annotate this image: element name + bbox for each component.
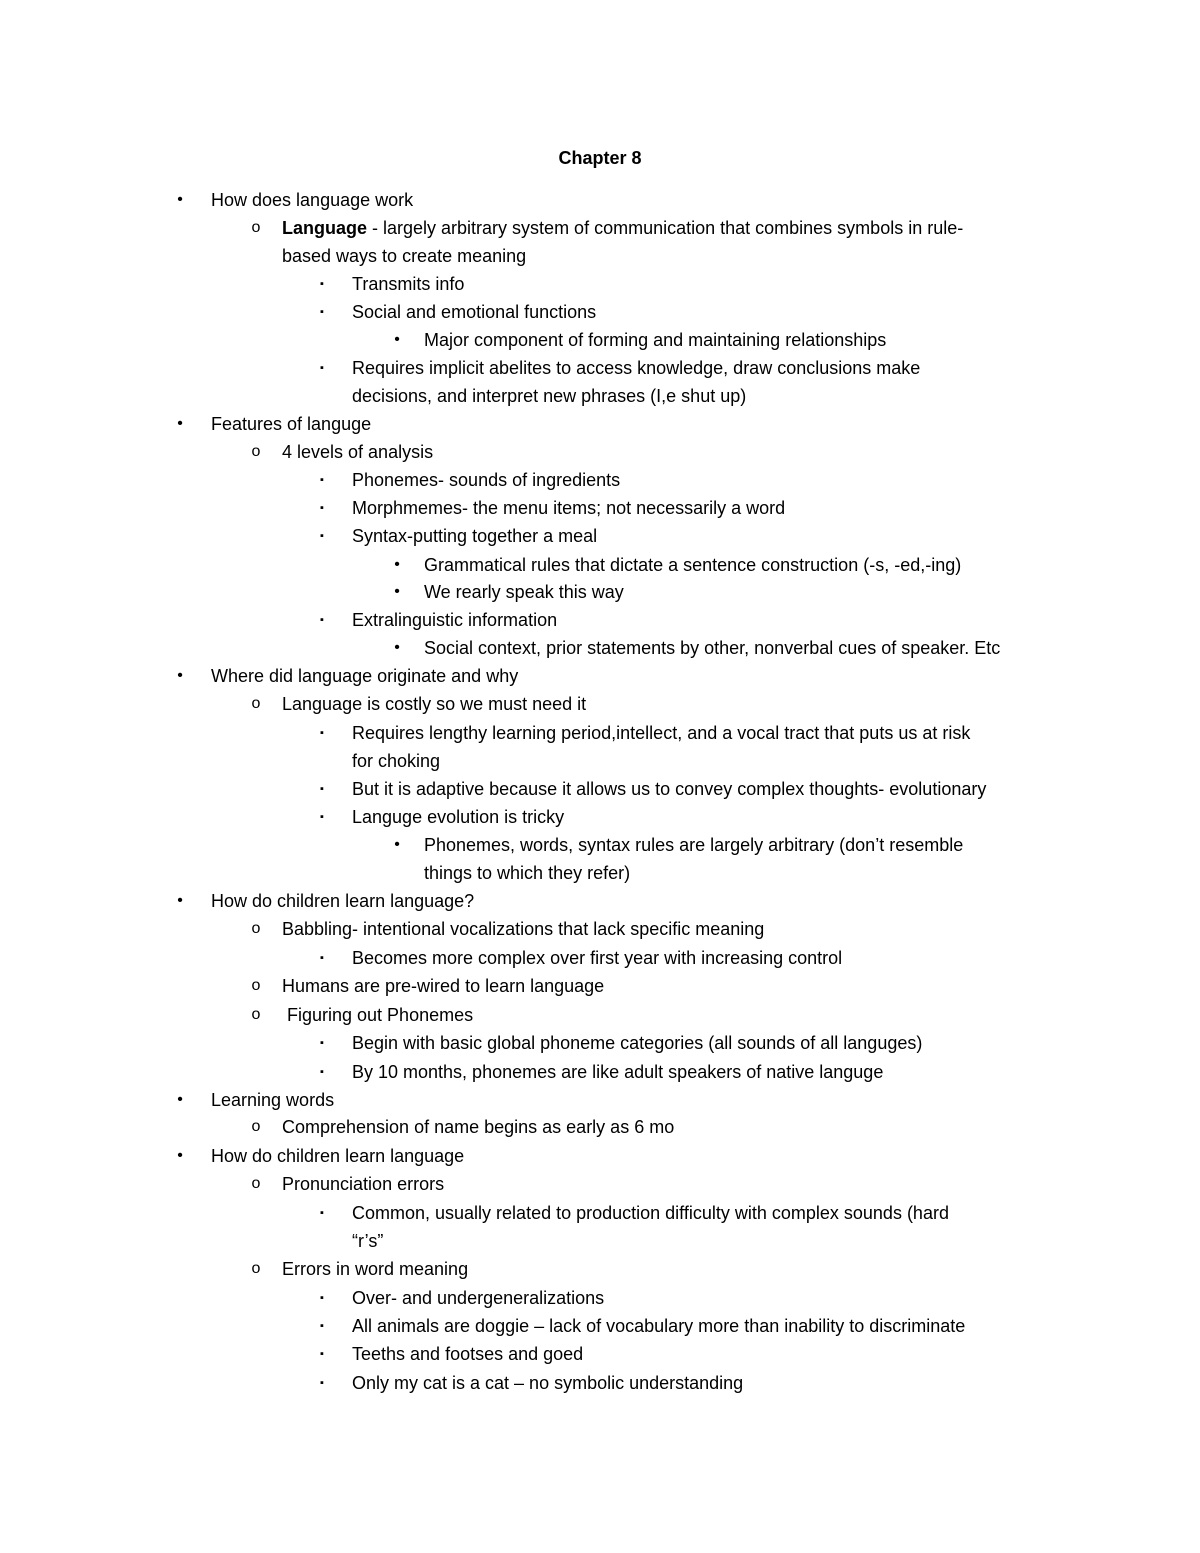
list-item-level1: How do children learn language xyxy=(211,1146,465,1166)
bullet-marker: o xyxy=(251,1118,261,1135)
bullet-marker: ▪ xyxy=(320,1066,324,1078)
list-item-level3: But it is adaptive because it allows us to convey complex thoughts- evolutionary xyxy=(352,779,987,799)
list-item-level4: Major component of forming and maintaining relationships xyxy=(424,330,887,350)
list-item-level2: Pronunciation errors xyxy=(282,1174,445,1194)
bullet-marker: • xyxy=(394,639,400,656)
bullet-marker: ▪ xyxy=(320,278,324,290)
bullet-marker: • xyxy=(177,415,183,432)
bullet-marker: o xyxy=(251,443,261,460)
bullet-marker: ▪ xyxy=(320,952,324,964)
list-item-level3: Extralinguistic information xyxy=(352,610,558,630)
bullet-marker: o xyxy=(251,1260,261,1277)
bullet-marker: o xyxy=(251,977,261,994)
list-item-level4: Social context, prior statements by other, nonverbal cues of speaker. Etc xyxy=(424,638,1001,658)
list-item-continuation: for choking xyxy=(352,751,441,771)
list-item-level3: Languge evolution is tricky xyxy=(352,807,565,827)
list-item-level3: Phonemes- sounds of ingredients xyxy=(352,470,621,490)
list-item-level2 xyxy=(282,214,963,242)
list-item-continuation: decisions, and interpret new phrases (I,e shut up) xyxy=(352,386,747,406)
bullet-marker: ▪ xyxy=(320,306,324,318)
list-item-level3: Only my cat is a cat – no symbolic understanding xyxy=(352,1373,744,1393)
bullet-marker: ▪ xyxy=(320,614,324,626)
list-item-continuation: things to which they refer) xyxy=(424,863,631,883)
list-item-level3: Begin with basic global phoneme categories (all sounds of all languges) xyxy=(352,1033,923,1053)
list-item-level2: Babbling- intentional vocalizations that lack specific meaning xyxy=(282,919,765,939)
bullet-marker: ▪ xyxy=(320,811,324,823)
list-item-level1: Where did language originate and why xyxy=(211,666,519,686)
list-item-level3: Over- and undergeneralizations xyxy=(352,1288,605,1308)
list-item-level3: Syntax-putting together a meal xyxy=(352,526,598,546)
bullet-marker: o xyxy=(251,1175,261,1192)
list-item-level2: Humans are pre-wired to learn language xyxy=(282,976,605,996)
bullet-marker: ▪ xyxy=(320,1320,324,1332)
bullet-marker: o xyxy=(251,219,261,236)
bullet-marker: ▪ xyxy=(320,474,324,486)
bullet-marker: ▪ xyxy=(320,530,324,542)
bullet-marker: • xyxy=(177,1091,183,1108)
bullet-marker: • xyxy=(394,331,400,348)
list-item-level2: Errors in word meaning xyxy=(282,1259,469,1279)
term-language: Language xyxy=(282,218,368,238)
bullet-marker: • xyxy=(177,667,183,684)
list-item-level3: All animals are doggie – lack of vocabulary more than inability to discriminate xyxy=(352,1316,966,1336)
bullet-marker: • xyxy=(177,892,183,909)
bullet-marker: ▪ xyxy=(320,1207,324,1219)
list-item-level3: By 10 months, phonemes are like adult speakers of native languge xyxy=(352,1062,884,1082)
bullet-marker: o xyxy=(251,1006,261,1023)
list-item-level2: 4 levels of analysis xyxy=(282,442,434,462)
bullet-marker: ▪ xyxy=(320,1037,324,1049)
bullet-marker: ▪ xyxy=(320,1377,324,1389)
bullet-marker: ▪ xyxy=(320,1292,324,1304)
bullet-marker: ▪ xyxy=(320,727,324,739)
bullet-marker: ▪ xyxy=(320,783,324,795)
list-item-level3: Requires lengthy learning period,intellect, and a vocal tract that puts us at risk xyxy=(352,723,971,743)
bullet-marker: o xyxy=(251,920,261,937)
bullet-marker: • xyxy=(177,191,183,208)
list-item-level4: Grammatical rules that dictate a sentence construction (-s, -ed,-ing) xyxy=(424,555,962,575)
bullet-marker: • xyxy=(394,583,400,600)
list-item-level4: We rearly speak this way xyxy=(424,582,624,602)
bullet-marker: ▪ xyxy=(320,1348,324,1360)
list-item-level4: Phonemes, words, syntax rules are largely arbitrary (don’t resemble xyxy=(424,835,964,855)
list-item-level1: How does language work xyxy=(211,190,414,210)
list-item-level3: Morphmemes- the menu items; not necessarily a word xyxy=(352,498,786,518)
bullet-marker: o xyxy=(251,695,261,712)
list-item-level2: Comprehension of name begins as early as 6 mo xyxy=(282,1117,675,1137)
list-item-level3: Common, usually related to production difficulty with complex sounds (hard xyxy=(352,1203,949,1223)
bullet-marker: ▪ xyxy=(320,502,324,514)
list-item-level3: Becomes more complex over first year with increasing control xyxy=(352,948,843,968)
definition-text: - largely arbitrary system of communication that combines symbols in rule- xyxy=(367,218,964,238)
list-item-level3: Social and emotional functions xyxy=(352,302,597,322)
list-item-level3: Transmits info xyxy=(352,274,465,294)
list-item-level1: Features of languge xyxy=(211,414,372,434)
list-item-level1: How do children learn language? xyxy=(211,891,475,911)
list-item-continuation: based ways to create meaning xyxy=(282,246,527,266)
bullet-marker: • xyxy=(394,836,400,853)
bullet-marker: • xyxy=(177,1147,183,1164)
list-item-level2: Figuring out Phonemes xyxy=(282,1005,474,1025)
bullet-marker: ▪ xyxy=(320,362,324,374)
page-title: Chapter 8 xyxy=(558,148,642,168)
list-item-level1: Learning words xyxy=(211,1090,335,1110)
bullet-marker: • xyxy=(394,556,400,573)
list-item-continuation: “r’s” xyxy=(352,1231,384,1251)
list-item-level3: Requires implicit abelites to access knowledge, draw conclusions make xyxy=(352,358,921,378)
list-item-level2: Language is costly so we must need it xyxy=(282,694,587,714)
list-item-level3: Teeths and footses and goed xyxy=(352,1344,584,1364)
